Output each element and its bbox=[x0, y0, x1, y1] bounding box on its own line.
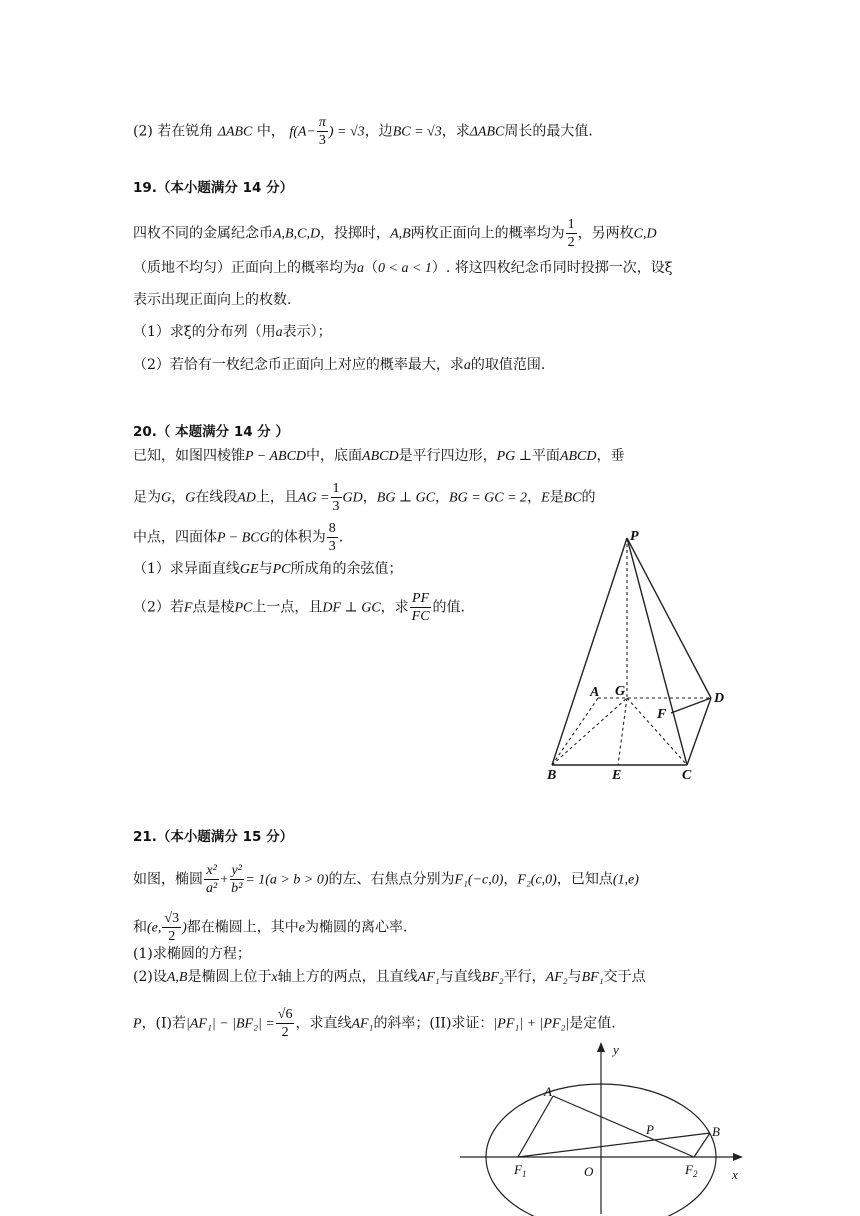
q20-line2: 足为G，G在线段AD上，且AG = $\frac{1}{3}$ GD，BG ⊥ GC，BG = GC = 2，E是BC的 bbox=[133, 481, 596, 514]
q18-triangle: ΔABC bbox=[217, 124, 253, 140]
ellipse-figure bbox=[455, 1036, 750, 1216]
x-axis-arrow-icon bbox=[733, 1153, 743, 1161]
ellipse-label-f2: $F_2$ bbox=[685, 1162, 698, 1179]
ellipse-label-o: O bbox=[584, 1164, 594, 1179]
q21-part2: (2)设A,B是椭圆上位于x轴上方的两点，且直线AF₁与直线BF₂平行，AF₂与BF₁交于点 bbox=[133, 969, 646, 985]
pyramid-label-f: F bbox=[657, 707, 667, 722]
pyramid-label-e: E bbox=[612, 768, 622, 783]
ellipse-label-y: y bbox=[613, 1042, 619, 1057]
q19-half: $\frac{1}{2}$ bbox=[567, 217, 575, 250]
q19-part2: （2）若恰有一枚纪念币正面向上对应的概率最大，求a的取值范围. bbox=[133, 357, 546, 373]
pyramid-label-b: B bbox=[547, 768, 557, 783]
q18-text: 中， bbox=[256, 123, 285, 140]
q21-heading: 21.（本小题满分 15 分） bbox=[133, 829, 294, 845]
ellipse-label-a: A bbox=[544, 1084, 552, 1099]
q18-part2-line bbox=[133, 114, 593, 149]
q18-bc: BC = √3 bbox=[392, 124, 442, 140]
ellipse-label-x: x bbox=[732, 1167, 738, 1182]
q21-sqrt3-over-2: $\frac{√3}{2}$ bbox=[164, 911, 180, 944]
q20-pf-over-fc: $\frac{PF}{FC}$ bbox=[411, 591, 430, 624]
q18-text: ，求 bbox=[441, 123, 470, 140]
pyramid-label-d: D bbox=[714, 691, 725, 706]
q20-heading: 20.（ 本题满分 14 分 ） bbox=[133, 424, 290, 440]
q20-one-third: $\frac{1}{3}$ bbox=[332, 481, 340, 514]
q19-heading: 19.（本小题满分 14 分） bbox=[133, 180, 294, 196]
q18-text: 周长的最大值. bbox=[504, 123, 593, 140]
q20-volume: $\frac{8}{3}$ bbox=[328, 521, 336, 554]
q18-pi-over-3: $\frac{\pi}{3}$ bbox=[318, 115, 326, 148]
q18-text: ，边 bbox=[364, 123, 393, 140]
q20-part2: （2）若F点是棱PC上一点，且DF ⊥ GC，求 $\frac{PF}{FC}$ 的值. bbox=[133, 591, 465, 624]
ellipse-label-f1: $F_1$ bbox=[514, 1162, 527, 1179]
q18-triangle: ΔABC bbox=[469, 124, 505, 140]
q18-eq: ) = √3 bbox=[328, 124, 365, 140]
pyramid-label-a: A bbox=[590, 685, 600, 700]
q18-arg: (A− bbox=[293, 124, 316, 140]
q21-sqrt6-over-2: $\frac{√6}{2}$ bbox=[277, 1007, 293, 1040]
q21-y2-over-b2: $\frac{\text{y²}}{\text{b²}}$ bbox=[231, 863, 243, 896]
q21-line1: 如图，椭圆 $\frac{\text{x²}}{\text{a²}}$ + $\frac{\text{y²}}{\text{b²}}$ = 1(a > b > 0)的左、右焦点分别为F₁(−c,0)，F₂(c,0)，已知点(1,e) bbox=[133, 863, 639, 896]
q19-line2: （质地不均匀）正面向上的概率均为a（0 < a < 1）. 将这四枚纪念币同时投掷一次，设ξ bbox=[133, 260, 673, 276]
pyramid-label-p: P bbox=[630, 529, 639, 544]
q19-part1: （1）求ξ的分布列（用a表示）； bbox=[133, 324, 332, 340]
pyramid-label-g: G bbox=[615, 684, 626, 699]
ellipse-label-b: B bbox=[712, 1124, 720, 1139]
q18-f: f bbox=[289, 124, 294, 140]
q18-text: (2) 若在锐角 bbox=[133, 123, 214, 140]
q21-part2-cont: P，(I)若|AF₁| − |BF₂| = $\frac{√6}{2}$ ，求直线AF₁的斜率；(II)求证：|PF₁| + |PF₂|是定值. bbox=[133, 1007, 616, 1040]
y-axis-arrow-icon bbox=[597, 1042, 605, 1052]
q21-part1: (1)求椭圆的方程； bbox=[133, 946, 251, 962]
q19-line1: 四枚不同的金属纪念币A,B,C,D，投掷时，A,B两枚正面向上的概率均为 $\frac{1}{2}$ ，另两枚C,D bbox=[133, 217, 657, 250]
ellipse-label-p: P bbox=[646, 1122, 654, 1137]
pyramid-label-c: C bbox=[682, 768, 692, 783]
q20-line3: 中点，四面体P − BCG的体积为 $\frac{8}{3}$ . bbox=[133, 521, 344, 554]
q20-line1: 已知，如图四棱锥P − ABCD中，底面ABCD是平行四边形，PG ⊥平面ABCD，垂 bbox=[133, 448, 625, 464]
q19-line3: 表示出现正面向上的枚数. bbox=[133, 292, 292, 308]
pyramid-figure bbox=[530, 525, 740, 790]
q21-x2-over-a2: $\frac{\text{x²}}{\text{a²}}$ bbox=[206, 863, 218, 896]
q21-line2: 和(e, $\frac{√3}{2}$ )都在椭圆上，其中e为椭圆的离心率. bbox=[133, 911, 408, 944]
q20-part1: （1）求异面直线GE与PC所成角的余弦值； bbox=[133, 561, 403, 577]
